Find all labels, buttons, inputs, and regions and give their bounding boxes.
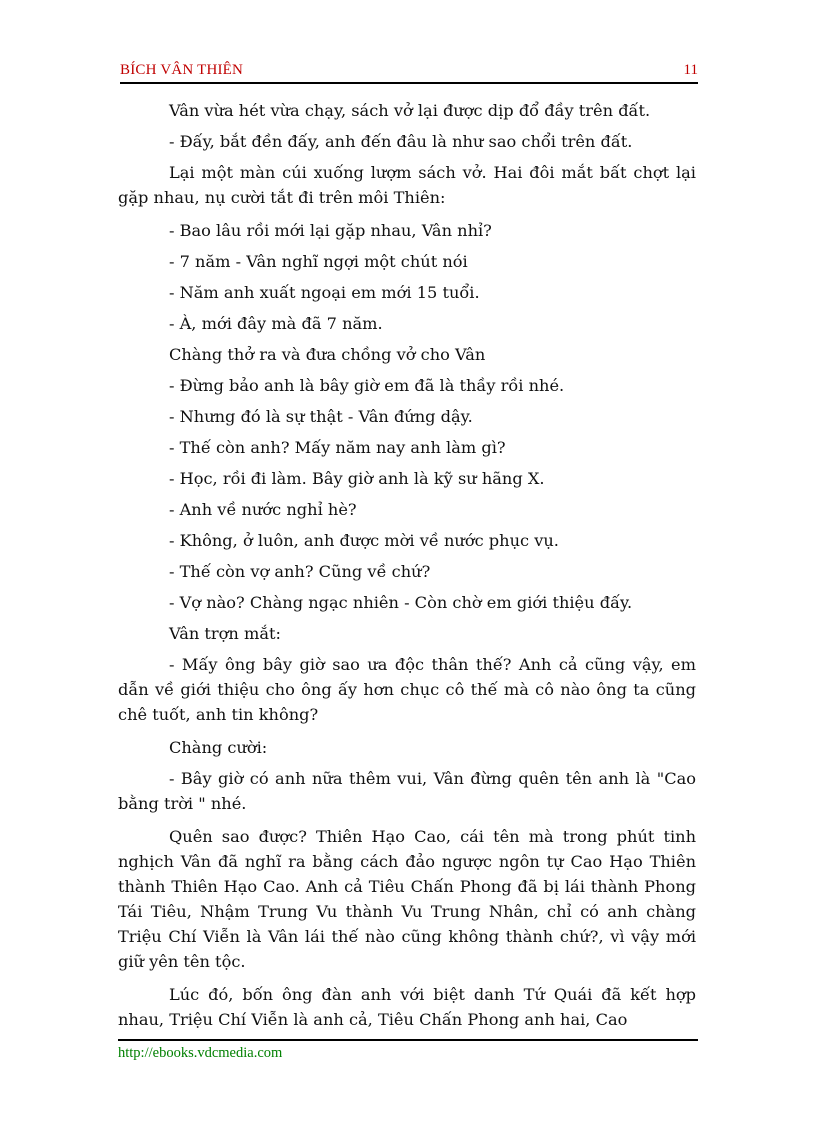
header-divider bbox=[120, 82, 698, 84]
paragraph: - Anh về nước nghỉ hè? bbox=[169, 500, 357, 519]
paragraph: - Bao lâu rồi mới lại gặp nhau, Vân nhỉ? bbox=[169, 221, 492, 240]
paragraph: - Thế còn vợ anh? Cũng về chứ? bbox=[169, 562, 431, 581]
paragraph: - À, mới đây mà đã 7 năm. bbox=[169, 314, 383, 333]
paragraph: - Mấy ông bây giờ sao ưa độc thân thế? Anh cả cũng vậy, em dẫn về giới thiệu cho ông ấy hơn chục cô thế mà cô nào ông ta cũng chê tuốt, anh tin không? bbox=[118, 655, 696, 724]
paragraph: - Thế còn anh? Mấy năm nay anh làm gì? bbox=[169, 438, 506, 457]
paragraph: - Học, rồi đi làm. Bây giờ anh là kỹ sư hãng X. bbox=[169, 469, 545, 488]
footer-divider bbox=[118, 1039, 698, 1041]
paragraph: - Không, ở luôn, anh được mời về nước phục vụ. bbox=[169, 531, 559, 550]
paragraph: - Bây giờ có anh nữa thêm vui, Vân đừng quên tên anh là "Cao bằng trời " nhé. bbox=[118, 769, 696, 813]
paragraph: Vân vừa hét vừa chạy, sách vở lại được dịp đổ đầy trên đất. bbox=[169, 101, 651, 120]
body-text bbox=[118, 98, 696, 1038]
paragraph: Vân trợn mắt: bbox=[169, 624, 281, 643]
paragraph: - Vợ nào? Chàng ngạc nhiên - Còn chờ em giới thiệu đấy. bbox=[169, 593, 633, 612]
paragraph: Quên sao được? Thiên Hạo Cao, cái tên mà trong phút tinh nghịch Vân đã nghĩ ra bằng cách đảo ngược ngôn tự Cao Hạo Thiên thành Thiên Hạo Cao. Anh cả Tiêu Chấn Phong đã bị lái thành Phong Tái Tiêu, Nhậm Trung Vu thành Vu Trung Nhân, chỉ có anh chàng Triệu Chí Viễn là Vân lái thế nào cũng không thành chứ?, vì vậy mới giữ yên tên tộc. bbox=[118, 827, 696, 971]
page-number: 11 bbox=[683, 62, 698, 78]
paragraph: Chàng cười: bbox=[169, 738, 268, 757]
book-title: BÍCH VÂN THIÊN bbox=[120, 62, 244, 78]
footer-url-link[interactable]: http://ebooks.vdcmedia.com bbox=[118, 1045, 283, 1061]
paragraph: - Nhưng đó là sự thật - Vân đứng dậy. bbox=[169, 407, 473, 426]
paragraph: Lại một màn cúi xuống lượm sách vở. Hai đôi mắt bất chợt lại gặp nhau, nụ cười tắt đi trên môi Thiên: bbox=[118, 163, 696, 207]
running-header bbox=[120, 62, 698, 82]
paragraph: - 7 năm - Vân nghĩ ngợi một chút nói bbox=[169, 252, 468, 271]
paragraph: Lúc đó, bốn ông đàn anh với biệt danh Tứ Quái đã kết hợp nhau, Triệu Chí Viễn là anh cả, Tiêu Chấn Phong anh hai, Cao bbox=[118, 985, 696, 1029]
paragraph: - Đấy, bắt đền đấy, anh đến đâu là như sao chổi trên đất. bbox=[169, 132, 633, 151]
paragraph: Chàng thở ra và đưa chồng vở cho Vân bbox=[169, 345, 486, 364]
paragraph: - Năm anh xuất ngoại em mới 15 tuổi. bbox=[169, 283, 480, 302]
paragraph: - Đừng bảo anh là bây giờ em đã là thầy rồi nhé. bbox=[169, 376, 565, 395]
